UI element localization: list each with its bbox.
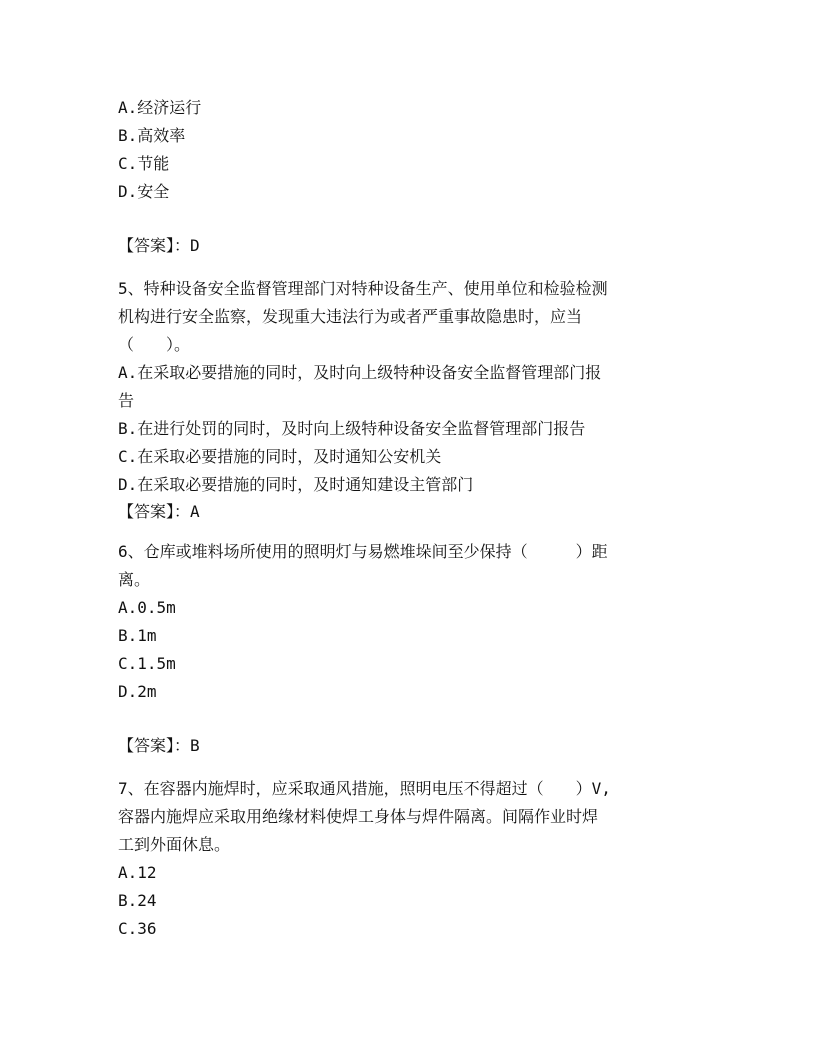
option-line: D.2m	[118, 682, 157, 701]
option-line: B.24	[118, 891, 157, 910]
option-line: C.1.5m	[118, 654, 176, 673]
option-line: B.1m	[118, 626, 157, 645]
option-line: A.经济运行	[118, 98, 202, 117]
option-line: A.0.5m	[118, 598, 176, 617]
question-line: （ ）。	[118, 335, 191, 354]
question-line: 离。	[118, 570, 151, 589]
option-line: B.高效率	[118, 126, 186, 145]
question-line: 6、仓库或堆料场所使用的照明灯与易燃堆垛间至少保持（ ）距	[118, 542, 608, 561]
option-line: D.在采取必要措施的同时，及时通知建设主管部门	[118, 475, 474, 494]
answer-line: 【答案】：D	[118, 236, 200, 255]
question-line: 5、特种设备安全监督管理部门对特种设备生产、使用单位和检验检测	[118, 279, 608, 298]
option-line: A.在采取必要措施的同时，及时向上级特种设备安全监督管理部门报	[118, 363, 602, 382]
option-line: A.12	[118, 863, 157, 882]
question-line: 工到外面休息。	[118, 835, 231, 854]
option-line: C.节能	[118, 154, 170, 173]
option-line: B.在进行处罚的同时，及时向上级特种设备安全监督管理部门报告	[118, 419, 586, 438]
question-line: 机构进行安全监察，发现重大违法行为或者严重事故隐患时，应当	[118, 307, 583, 326]
answer-line: 【答案】：B	[118, 736, 200, 755]
option-line: D.安全	[118, 182, 170, 201]
question-line: 容器内施焊应采取用绝缘材料使焊工身体与焊件隔离。间隔作业时焊	[118, 807, 599, 826]
answer-line: 【答案】：A	[118, 502, 200, 521]
question-line: 7、在容器内施焊时，应采取通风措施，照明电压不得超过（ ）V,	[118, 779, 611, 798]
option-line: C.在采取必要措施的同时，及时通知公安机关	[118, 447, 442, 466]
option-line: 告	[118, 391, 135, 410]
option-line: C.36	[118, 919, 157, 938]
